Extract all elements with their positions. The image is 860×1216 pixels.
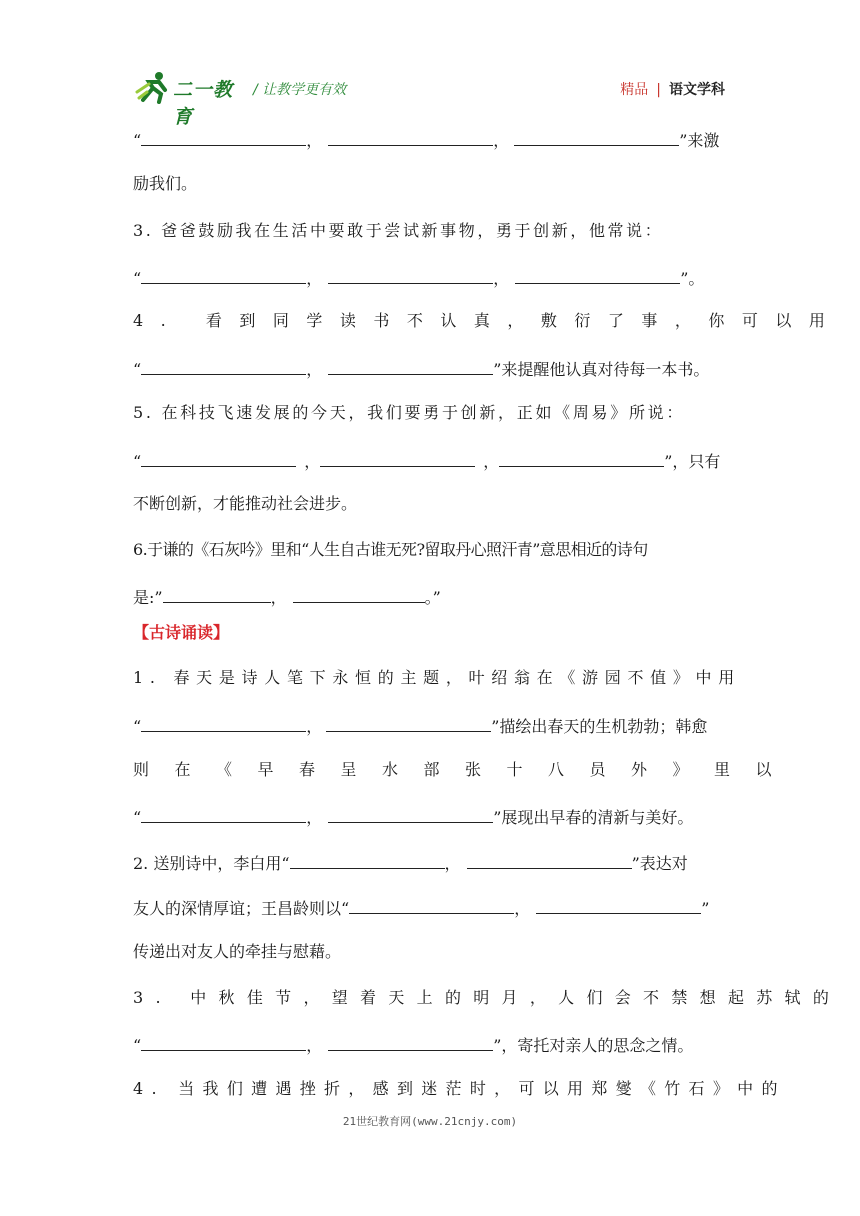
- text-line: [133, 585, 730, 607]
- comma: ，: [306, 717, 323, 736]
- line-tail: ”，只有: [664, 452, 721, 471]
- question-4: 4. 看到同学读书不认真，敷衍了事，你可以用: [133, 311, 843, 330]
- line-tail: ”展现出早春的清新与美好。: [493, 808, 694, 827]
- line-tail: ”。: [680, 269, 705, 288]
- quote-mark: “: [133, 452, 142, 471]
- line-tail: ”描绘出春天的生机勃勃；韩愈: [491, 717, 708, 736]
- brand-subject: 语文学科: [669, 82, 725, 98]
- quote-mark: “: [133, 131, 142, 150]
- poem-question-4: 4. 当我们遭遇挫折，感到迷茫时，可以用郑燮《竹石》中的: [133, 1079, 786, 1098]
- brand-separator: |: [656, 82, 661, 98]
- text-line: [133, 128, 730, 150]
- question-6: 6.于谦的《石灰吟》里和“人生自古谁无死?留取丹心照汗青”意思相近的诗句: [133, 540, 648, 559]
- text-line: [133, 714, 730, 736]
- quote-mark: “: [133, 717, 142, 736]
- comma: ，: [493, 131, 510, 150]
- comma: ，: [306, 269, 323, 288]
- answer-blank: [515, 266, 680, 284]
- poem-question-3: 3. 中秋佳节，望着天上的明月，人们会不禁想起苏轼的: [133, 988, 842, 1007]
- answer-blank: [141, 266, 306, 284]
- answer-blank: [349, 896, 514, 914]
- answer-blank: [467, 851, 632, 869]
- quote-mark: “: [133, 808, 142, 827]
- answer-blank: [141, 1033, 306, 1051]
- line-tail: ”，寄托对亲人的思念之情。: [493, 1036, 694, 1055]
- answer-blank: [514, 128, 679, 146]
- comma: ，: [306, 131, 323, 150]
- answer-blank: [320, 449, 475, 467]
- brand-label: [620, 79, 725, 99]
- quote-mark: “: [133, 1036, 142, 1055]
- logo: [135, 70, 247, 128]
- text-line: 则在《早春呈水部张十八员外》里以: [133, 760, 798, 779]
- comma: ，: [483, 452, 500, 471]
- line-tail: ”来激: [679, 131, 720, 150]
- question-3: 3. 爸爸鼓励我在生活中要敢于尝试新事物，勇于创新，他常说：: [133, 221, 664, 240]
- text-line: 不断创新，才能推动社会进步。: [133, 494, 358, 513]
- answer-blank: [293, 585, 425, 603]
- answer-blank: [141, 357, 306, 375]
- poem-question-1: 1. 春天是诗人笔下永恒的主题，叶绍翁在《游园不值》中用: [133, 668, 741, 687]
- text-line: [133, 266, 730, 288]
- answer-blank: [328, 1033, 493, 1051]
- line-tail: ”: [701, 899, 710, 918]
- answer-blank: [141, 805, 306, 823]
- logo-text: 二一教育: [173, 79, 234, 128]
- comma: ，: [493, 269, 510, 288]
- text-line: [133, 357, 730, 379]
- runner-logo-icon: [135, 70, 175, 104]
- answer-blank: [326, 714, 491, 732]
- page-footer: 21世纪教育网(www.21cnjy.com): [342, 1115, 518, 1128]
- answer-blank: [536, 896, 701, 914]
- answer-blank: [141, 449, 296, 467]
- text-line: 传递出对友人的牵挂与慰藉。: [133, 942, 342, 961]
- answer-blank: [328, 266, 493, 284]
- answer-blank: [499, 449, 664, 467]
- section-title: 【古诗诵读】: [133, 623, 230, 642]
- comma: ，: [304, 452, 321, 471]
- answer-blank: [328, 128, 493, 146]
- comma: ，: [306, 1036, 323, 1055]
- text-line: 励我们。: [133, 174, 198, 193]
- answer-blank: [163, 585, 271, 603]
- comma: ，: [306, 808, 323, 827]
- quote-mark: “: [133, 269, 142, 288]
- line-tail: ”表达对: [631, 854, 688, 873]
- text-line: [133, 896, 730, 918]
- answer-blank: [328, 805, 493, 823]
- line-tail: 。”: [424, 588, 441, 607]
- answer-blank: [141, 714, 306, 732]
- comma: ，: [444, 854, 461, 873]
- line-tail: ”来提醒他认真对待每一本书。: [493, 360, 710, 379]
- poem-question-2: [133, 851, 730, 873]
- page-header: [135, 70, 725, 128]
- brand-prefix: 精品: [620, 82, 649, 98]
- line-head: 友人的深情厚谊；王昌龄则以“: [133, 899, 350, 918]
- answer-blank: [290, 851, 445, 869]
- comma: ，: [306, 360, 323, 379]
- comma: ，: [514, 899, 531, 918]
- slogan: / 让教学更有效: [253, 82, 347, 98]
- text-line: [133, 1033, 730, 1055]
- text-line: [133, 449, 730, 471]
- answer-blank: [141, 128, 306, 146]
- text-line: [133, 805, 730, 827]
- answer-blank: [328, 357, 493, 375]
- line-head: 是:”: [133, 588, 163, 607]
- quote-mark: “: [133, 360, 142, 379]
- comma: ，: [270, 588, 287, 607]
- line-head: 2. 送别诗中，李白用“: [133, 854, 290, 873]
- question-5: 5. 在科技飞速发展的今天，我们要勇于创新，正如《周易》所说：: [133, 403, 686, 422]
